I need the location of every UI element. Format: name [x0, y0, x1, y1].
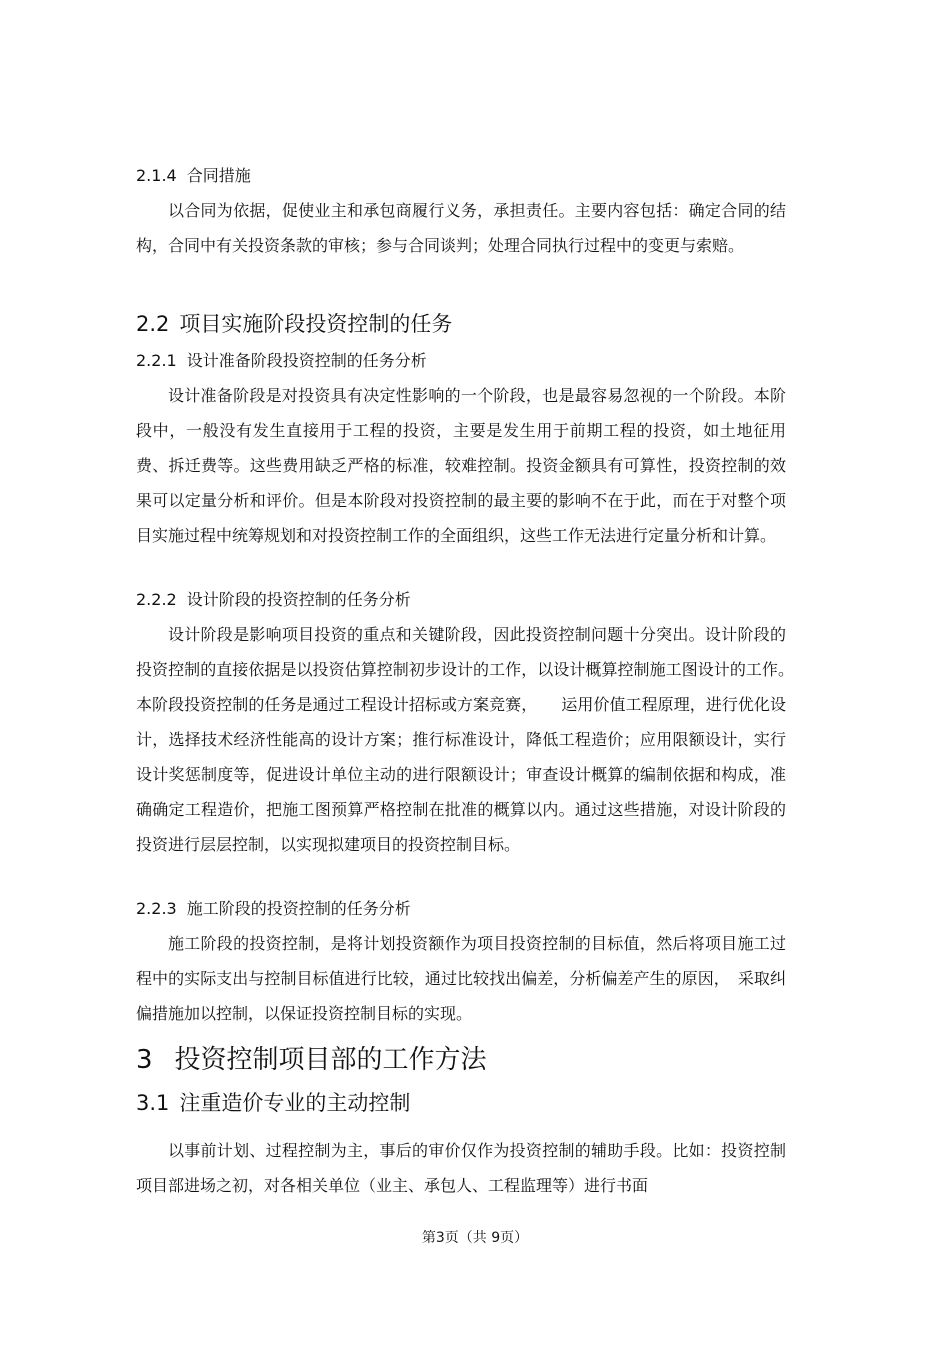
- heading-2-2-2: [136, 589, 411, 611]
- heading-title: 项目实施阶段投资控制的任务: [179, 312, 453, 336]
- paragraph-2-2-1: 设计准备阶段是对投资具有决定性影响的一个阶段，也是最容易忽视的一个阶段。本阶段中，一般没有发生直接用于工程的投资，主要是发生用于前期工程的投资，如土地征用费、拆迁费等。这些费用缺乏严格的标准，较难控制。投资金额具有可算性，投资控制的效果可以定量分析和评价。但是本阶段对投资控制的最主要的影响不在于此，而在于对整个项目实施过程中统筹规划和对投资控制工作的全面组织，这些工作无法进行定量分析和计算。: [136, 386, 786, 545]
- heading-2-1-4: [136, 165, 251, 187]
- heading-2-2: [136, 310, 452, 338]
- heading-number: 2.1.4: [136, 166, 177, 185]
- heading-number: 2.2.3: [136, 899, 177, 918]
- heading-2-2-1: [136, 350, 427, 372]
- heading-number: 2.2.2: [136, 590, 177, 609]
- paragraph-2-1-4: 以合同为依据，促使业主和承包商履行义务，承担责任。主要内容包括：确定合同的结构，合同中有关投资条款的审核；参与合同谈判；处理合同执行过程中的变更与索赔。: [136, 201, 786, 255]
- paragraph-3-1: 以事前计划、过程控制为主，事后的审价仅作为投资控制的辅助手段。比如：投资控制项目部进场之初，对各相关单位（业主、承包人、工程监理等）进行书面: [136, 1141, 786, 1195]
- page-footer: 第3页（共 9页）: [421, 1230, 529, 1246]
- heading-3: [136, 1043, 487, 1077]
- paragraph-2-2-3: 施工阶段的投资控制，是将计划投资额作为项目投资控制的目标值，然后将项目施工过程中的实际支出与控制目标值进行比较，通过比较找出偏差，分析偏差产生的原因， 采取纠偏措施加以控制，以保证投资控制目标的实现。: [136, 934, 786, 1023]
- heading-title: 注重造价专业的主动控制: [179, 1091, 411, 1115]
- heading-title: 投资控制项目部的工作方法: [174, 1045, 487, 1075]
- heading-title: 设计阶段的投资控制的任务分析: [186, 590, 411, 609]
- heading-2-2-3: [136, 898, 411, 920]
- heading-number: 3: [136, 1045, 153, 1075]
- heading-3-1: [136, 1089, 410, 1117]
- paragraph-2-2-2: 设计阶段是影响项目投资的重点和关键阶段，因此投资控制问题十分突出。设计阶段的投资控制的直接依据是以投资估算控制初步设计的工作，以设计概算控制施工图设计的工作。 本阶段投资控制的任务是通过工程设计招标或方案竞赛， 运用价值工程原理，进行优化设计，选择技术经济性能高的设计方案；推行标准设计，降低工程造价；应用限额设计，实行设计奖惩制度等，促进设计单位主动的进行限额设计；审查设计概算的编制依据和构成，准确确定工程造价，把施工图预算严格控制在批准的概算以内。通过这些措施，对设计阶段的投资进行层层控制，以实现拟建项目的投资控制目标。: [136, 625, 803, 854]
- heading-title: 设计准备阶段投资控制的任务分析: [186, 351, 427, 370]
- heading-title: 施工阶段的投资控制的任务分析: [186, 899, 411, 918]
- heading-number: 2.2.1: [136, 351, 177, 370]
- heading-number: 2.2: [136, 312, 170, 336]
- heading-title: 合同措施: [186, 166, 251, 185]
- heading-number: 3.1: [136, 1091, 170, 1115]
